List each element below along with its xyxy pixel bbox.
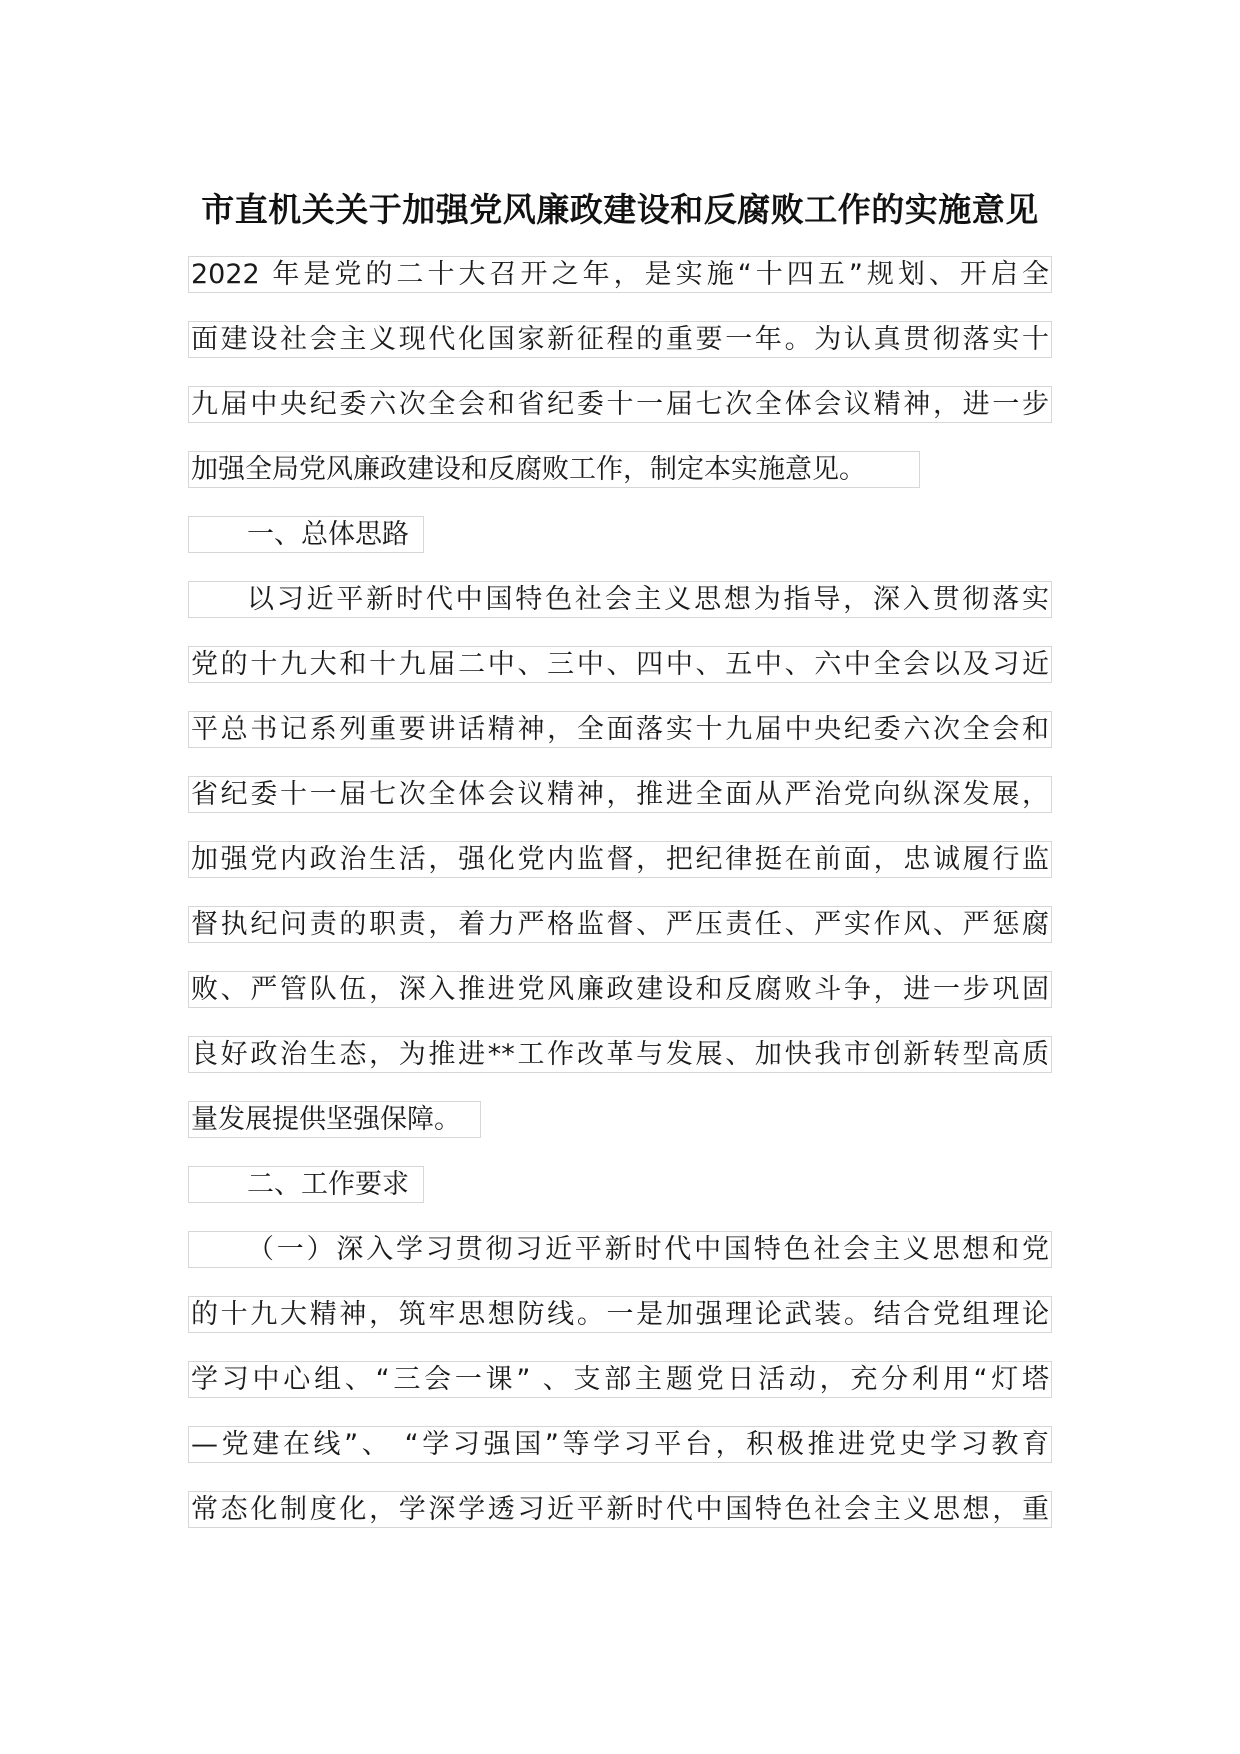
- text-line: 面建设社会主义现代化国家新征程的重要一年。为认真贯彻落实十: [188, 321, 1052, 358]
- text-line: 败、严管队伍，深入推进党风廉政建设和反腐败斗争，进一步巩固: [188, 971, 1052, 1008]
- text-line: （一）深入学习贯彻习近平新时代中国特色社会主义思想和党: [188, 1231, 1052, 1268]
- text-line: 常态化制度化，学深学透习近平新时代中国特色社会主义思想，重: [188, 1491, 1052, 1528]
- text-line: 的十九大精神，筑牢思想防线。一是加强理论武装。结合党组理论: [188, 1296, 1052, 1333]
- text-line: 加强全局党风廉政建设和反腐败工作，制定本实施意见。: [188, 451, 920, 488]
- text-line: 量发展提供坚强保障。: [188, 1101, 481, 1138]
- section-heading: 二、工作要求: [188, 1166, 424, 1203]
- text-line: 平总书记系列重要讲话精神，全面落实十九届中央纪委六次全会和: [188, 711, 1052, 748]
- section-heading: 一、总体思路: [188, 516, 424, 553]
- text-line: 2022 年是党的二十大召开之年，是实施“十四五”规划、开启全: [188, 256, 1052, 293]
- text-line: 以习近平新时代中国特色社会主义思想为指导，深入贯彻落实: [188, 581, 1052, 618]
- text-line: 党的十九大和十九届二中、三中、四中、五中、六中全会以及习近: [188, 646, 1052, 683]
- text-line: 督执纪问责的职责，着力严格监督、严压责任、严实作风、严惩腐: [188, 906, 1052, 943]
- text-line: 良好政治生态，为推进**工作改革与发展、加快我市创新转型高质: [188, 1036, 1052, 1073]
- document-title: 市直机关关于加强党风廉政建设和反腐败工作的实施意见: [201, 190, 1039, 229]
- text-line: 省纪委十一届七次全体会议精神，推进全面从严治党向纵深发展，: [188, 776, 1052, 813]
- text-line: 学习中心组、“三会一课” 、支部主题党日活动，充分利用“灯塔: [188, 1361, 1052, 1398]
- text-line: 加强党内政治生活，强化党内监督，把纪律挺在前面，忠诚履行监: [188, 841, 1052, 878]
- text-line: —党建在线”、 “学习强国”等学习平台，积极推进党史学习教育: [188, 1426, 1052, 1463]
- text-line: 九届中央纪委六次全会和省纪委十一届七次全体会议精神，进一步: [188, 386, 1052, 423]
